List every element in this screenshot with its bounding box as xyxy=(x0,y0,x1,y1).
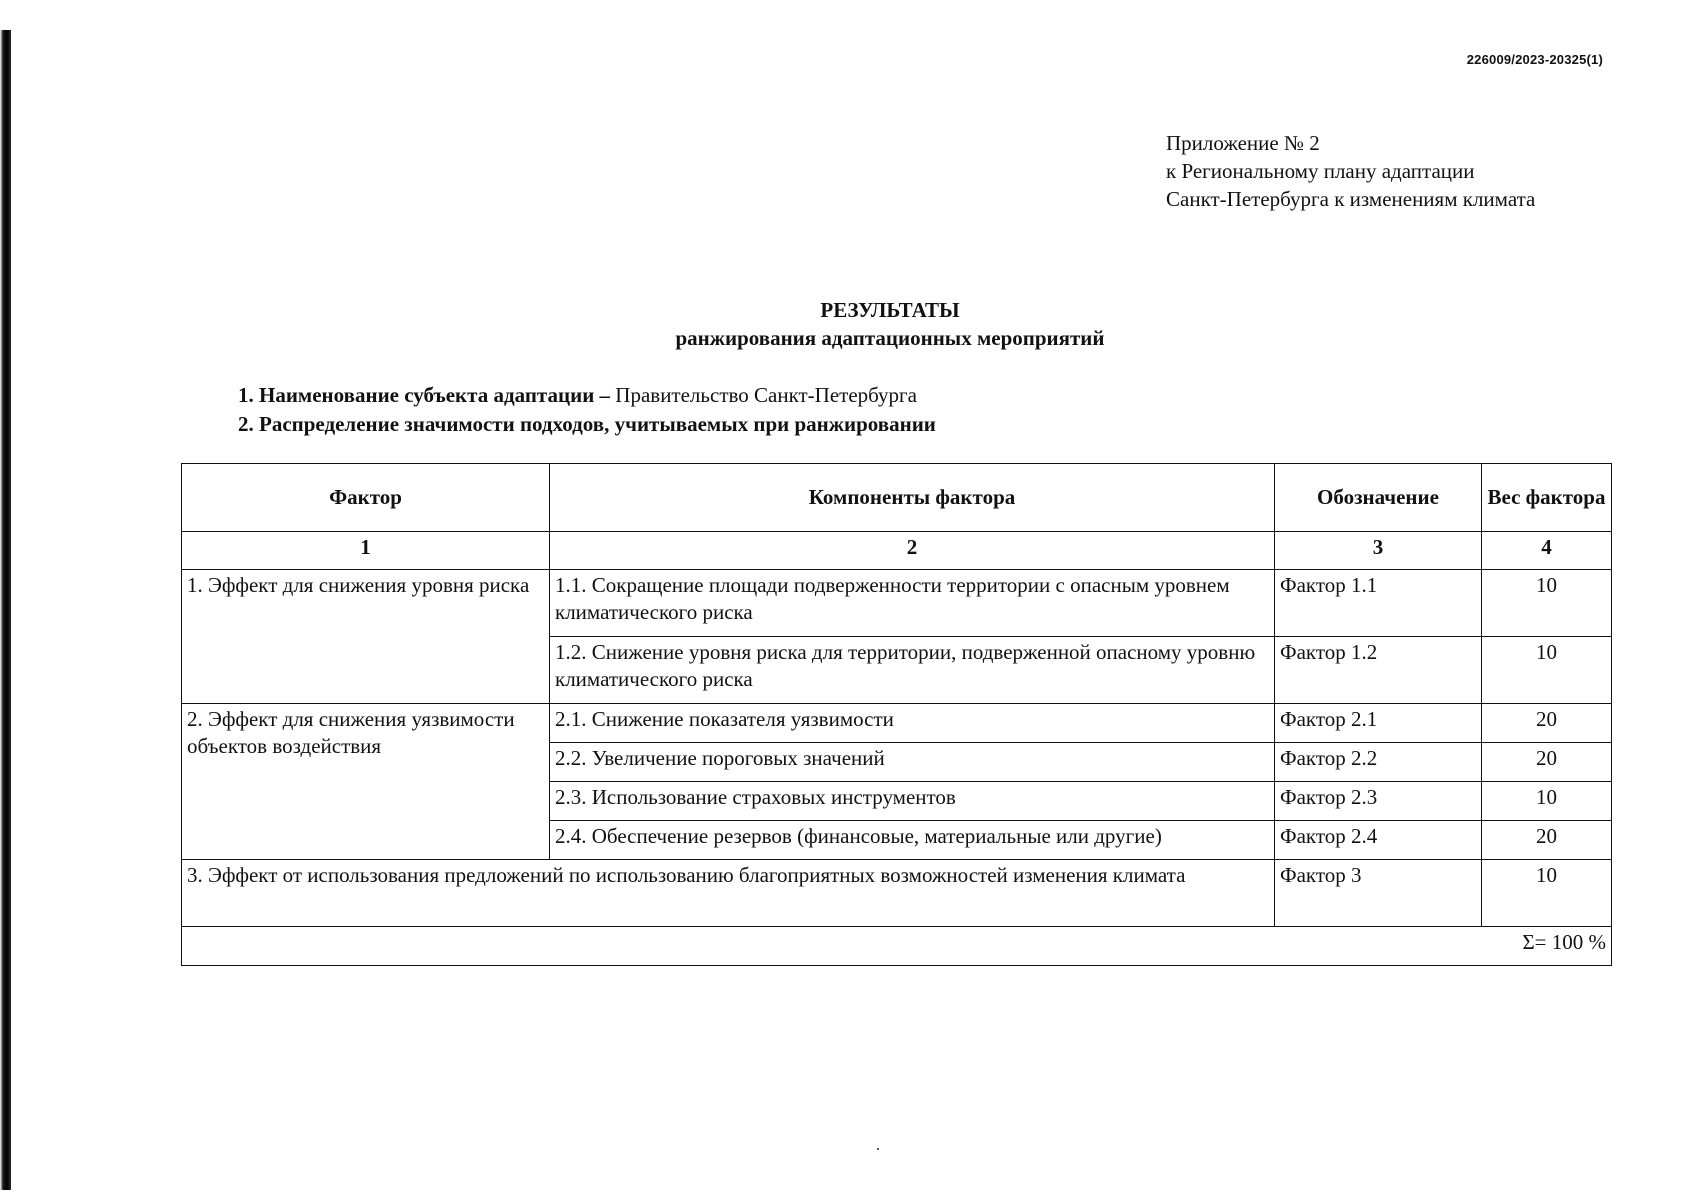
appendix-line-2: к Региональному плану адаптации xyxy=(1166,159,1475,183)
weight-cell: 10 xyxy=(1482,637,1612,704)
table-row xyxy=(182,570,1612,637)
weight-cell: 10 xyxy=(1482,782,1612,821)
code-cell: Фактор 2.4 xyxy=(1275,821,1482,860)
table-row xyxy=(182,704,1612,743)
component-cell: 2.4. Обеспечение резервов (финансовые, материальные или другие) xyxy=(550,821,1275,860)
header-components: Компоненты фактора xyxy=(550,464,1275,532)
code-cell: Фактор 2.1 xyxy=(1275,704,1482,743)
code-cell: Фактор 3 xyxy=(1275,860,1482,927)
section-1-label: 1. Наименование субъекта адаптации – xyxy=(238,383,611,407)
total-row xyxy=(182,927,1612,966)
appendix-line-3: Санкт-Петербурга к изменениям климата xyxy=(1166,187,1536,211)
component-cell: 2.2. Увеличение пороговых значений xyxy=(550,743,1275,782)
header-factor: Фактор xyxy=(182,464,550,532)
component-cell: 2.1. Снижение показателя уязвимости xyxy=(550,704,1275,743)
weight-cell: 10 xyxy=(1482,570,1612,637)
col-number: 1 xyxy=(182,532,550,570)
code-cell: Фактор 1.1 xyxy=(1275,570,1482,637)
document-id: 226009/2023-20325(1) xyxy=(1466,52,1603,67)
factor-cell: 3. Эффект от использования предложений по использованию благоприятных возможностей изменения климата xyxy=(182,860,1275,927)
code-cell: Фактор 1.2 xyxy=(1275,637,1482,704)
scan-edge xyxy=(0,30,11,1190)
document-title xyxy=(0,296,1695,352)
section-1-value: Правительство Санкт-Петербурга xyxy=(610,383,917,407)
header-weight: Вес фактора xyxy=(1482,464,1612,532)
section-headings xyxy=(238,381,936,439)
ranking-table xyxy=(181,463,1612,966)
code-cell: Фактор 2.3 xyxy=(1275,782,1482,821)
col-number: 4 xyxy=(1482,532,1612,570)
col-number: 2 xyxy=(550,532,1275,570)
table-row xyxy=(182,860,1612,927)
component-cell: 2.3. Использование страховых инструментов xyxy=(550,782,1275,821)
section-1 xyxy=(238,381,936,410)
weight-cell: 10 xyxy=(1482,860,1612,927)
column-number-row xyxy=(182,532,1612,570)
component-cell: 1.2. Снижение уровня риска для территории, подверженной опасному уровню климатического риска xyxy=(550,637,1275,704)
scan-speck xyxy=(877,1148,879,1150)
section-2 xyxy=(238,410,936,439)
appendix-note xyxy=(1166,129,1535,213)
title-sub: ранжирования адаптационных мероприятий xyxy=(675,326,1105,350)
section-2-label: 2. Распределение значимости подходов, учитываемых при ранжировании xyxy=(238,412,936,436)
col-number: 3 xyxy=(1275,532,1482,570)
factor-cell: 1. Эффект для снижения уровня риска xyxy=(182,570,550,704)
appendix-line-1: Приложение № 2 xyxy=(1166,131,1320,155)
weight-cell: 20 xyxy=(1482,743,1612,782)
code-cell: Фактор 2.2 xyxy=(1275,743,1482,782)
factor-cell: 2. Эффект для снижения уязвимости объектов воздействия xyxy=(182,704,550,860)
weight-cell: 20 xyxy=(1482,704,1612,743)
title-main: РЕЗУЛЬТАТЫ xyxy=(820,298,960,322)
header-code: Обозначение xyxy=(1275,464,1482,532)
weight-cell: 20 xyxy=(1482,821,1612,860)
total-cell: Σ= 100 % xyxy=(182,927,1612,966)
component-cell: 1.1. Сокращение площади подверженности территории с опасным уровнем климатического риска xyxy=(550,570,1275,637)
table-header-row xyxy=(182,464,1612,532)
